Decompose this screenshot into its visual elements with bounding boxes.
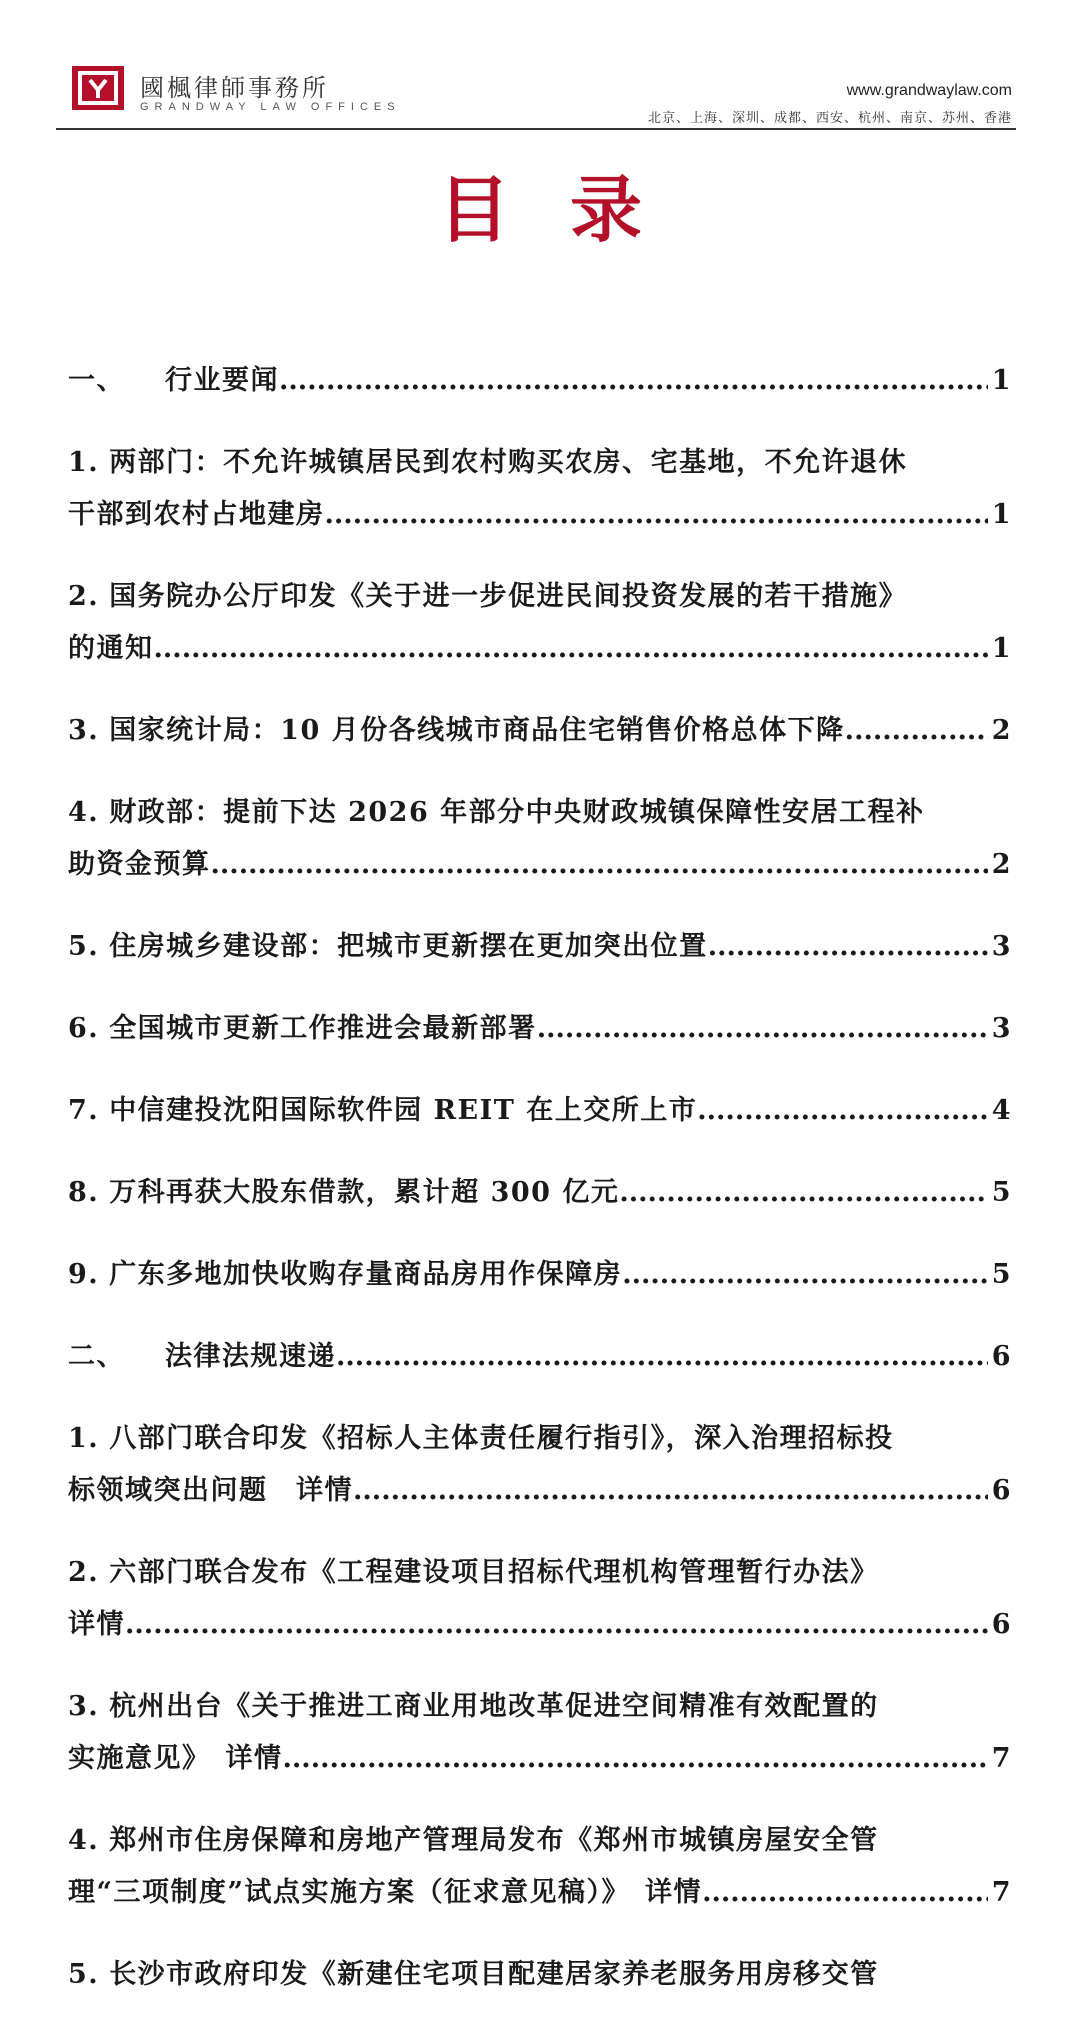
toc-entry[interactable] <box>68 1085 1012 1137</box>
toc-entry-text: 全国城市更新工作推进会最新部署 <box>109 1013 537 1044</box>
office-cities: 北京、上海、深圳、成都、西安、杭州、南京、苏州、香港 <box>647 111 1012 126</box>
toc-entry[interactable] <box>68 437 1012 541</box>
dot-leader <box>537 1003 988 1055</box>
letterhead <box>56 56 1012 130</box>
toc-entry-text: 财政部：提前下达 2026 年部分中央财政城镇保障性安居工程补 <box>109 797 925 828</box>
toc-entry-number: 1. <box>68 1423 100 1454</box>
toc-section-heading[interactable] <box>68 355 1012 407</box>
toc-entry-text: 住房城乡建设部：把城市更新摆在更加突出位置 <box>109 931 708 962</box>
toc-page-number: 3 <box>991 931 1012 962</box>
toc-page-number: 1 <box>991 499 1012 530</box>
toc-entry-number: 6. <box>68 1013 100 1044</box>
dot-leader <box>619 1167 987 1219</box>
toc-entry-text: 国家统计局：10 月份各线城市商品住宅销售价格总体下降 <box>109 715 845 746</box>
toc-entry[interactable] <box>68 1167 1012 1219</box>
toc-entry[interactable] <box>68 1815 1012 1919</box>
dot-leader <box>702 1867 988 1919</box>
dot-leader <box>336 1331 988 1383</box>
toc-entry-number: 4. <box>68 797 100 828</box>
dot-leader <box>154 623 988 675</box>
toc-entry-number: 二、 <box>68 1341 125 1372</box>
toc-entry-number: 3. <box>68 1691 100 1722</box>
dot-leader <box>708 921 988 973</box>
dot-leader <box>211 839 988 891</box>
toc-entry-text: 法律法规速递 <box>165 1341 336 1372</box>
toc-entry-number: 一、 <box>68 365 125 396</box>
toc-page-number: 7 <box>991 1743 1012 1774</box>
toc-entry-text: 详情 <box>68 1609 125 1640</box>
toc-page-number: 1 <box>991 633 1012 664</box>
toc-entry-number: 4. <box>68 1825 100 1856</box>
toc-entry-text: 八部门联合印发《招标人主体责任履行指引》，深入治理招标投 <box>109 1423 894 1454</box>
toc-page-number: 1 <box>991 365 1012 396</box>
toc-entry-text: 两部门：不允许城镇居民到农村购买农房、宅基地，不允许退休 <box>109 447 908 478</box>
toc-page-number: 2 <box>991 715 1012 746</box>
firm-logo-icon <box>70 64 126 112</box>
dot-leader <box>325 489 988 541</box>
dot-leader <box>283 1733 988 1785</box>
toc-page-number: 6 <box>991 1475 1012 1506</box>
dot-leader <box>845 705 988 757</box>
toc-entry-text: 实施意见》 详情 <box>68 1743 283 1774</box>
header-divider <box>56 128 1016 130</box>
toc-page-number: 2 <box>991 849 1012 880</box>
toc-page-number: 6 <box>991 1609 1012 1640</box>
toc-page-number: 3 <box>991 1013 1012 1044</box>
toc-entry[interactable] <box>68 921 1012 973</box>
dot-leader <box>279 355 988 407</box>
toc-entry[interactable] <box>68 1413 1012 1517</box>
dot-leader <box>697 1085 987 1137</box>
toc-page-number: 4 <box>991 1095 1012 1126</box>
toc-entry-text: 国务院办公厅印发《关于进一步促进民间投资发展的若干措施》 <box>109 581 908 612</box>
toc-entry-text: 的通知 <box>68 633 154 664</box>
toc-page-number: 5 <box>991 1177 1012 1208</box>
toc-entry[interactable] <box>68 1547 1012 1651</box>
toc-entry[interactable] <box>68 1681 1012 1785</box>
toc-entry-number: 9. <box>68 1259 100 1290</box>
toc-page-number: 5 <box>991 1259 1012 1290</box>
toc-entry-text: 长沙市政府印发《新建住宅项目配建居家养老服务用房移交管 <box>109 1959 879 1990</box>
toc-entry-number: 2. <box>68 581 100 612</box>
toc-page-number: 7 <box>991 1877 1012 1908</box>
toc-section-heading[interactable] <box>68 1331 1012 1383</box>
toc-entry-number: 2. <box>68 1557 100 1588</box>
toc-entry-number: 3. <box>68 715 100 746</box>
toc-entry[interactable] <box>68 1003 1012 1055</box>
toc-entry-text: 助资金预算 <box>68 849 211 880</box>
toc-page-number: 6 <box>991 1341 1012 1372</box>
dot-leader <box>353 1465 988 1517</box>
toc-entry-text: 广东多地加快收购存量商品房用作保障房 <box>109 1259 623 1290</box>
dot-leader <box>622 1249 988 1301</box>
toc-entry-number: 5. <box>68 1959 100 1990</box>
firm-name-en: GRANDWAY LAW OFFICES <box>140 101 401 113</box>
toc-entry-text: 郑州市住房保障和房地产管理局发布《郑州市城镇房屋安全管 <box>109 1825 879 1856</box>
table-of-contents <box>68 355 1012 2031</box>
toc-entry-text: 杭州出台《关于推进工商业用地改革促进空间精准有效配置的 <box>109 1691 879 1722</box>
toc-entry-number: 7. <box>68 1095 100 1126</box>
toc-entry[interactable] <box>68 705 1012 757</box>
toc-entry[interactable] <box>68 787 1012 891</box>
toc-entry-number: 8. <box>68 1177 100 1208</box>
dot-leader <box>125 1599 988 1651</box>
toc-entry[interactable] <box>68 1949 1012 2001</box>
toc-entry-text: 万科再获大股东借款，累计超 300 亿元 <box>109 1177 620 1208</box>
toc-title: 目录 <box>437 167 702 252</box>
website-link[interactable]: www.grandwaylaw.com <box>846 82 1012 99</box>
firm-name-cn: 國楓律師事務所 <box>140 74 329 102</box>
toc-entry-text: 干部到农村占地建房 <box>68 499 325 530</box>
toc-entry-number: 1. <box>68 447 100 478</box>
toc-entry[interactable] <box>68 1249 1012 1301</box>
toc-entry-text: 中信建投沈阳国际软件园 REIT 在上交所上市 <box>109 1095 698 1126</box>
toc-entry[interactable] <box>68 571 1012 675</box>
toc-entry-text: 理“三项制度”试点实施方案（征求意见稿）》 详情 <box>68 1877 703 1908</box>
toc-entry-text: 标领域突出问题 详情 <box>68 1475 353 1506</box>
toc-entry-text: 行业要闻 <box>165 365 279 396</box>
toc-entry-number: 5. <box>68 931 100 962</box>
toc-entry-text: 六部门联合发布《工程建设项目招标代理机构管理暂行办法》 <box>109 1557 879 1588</box>
